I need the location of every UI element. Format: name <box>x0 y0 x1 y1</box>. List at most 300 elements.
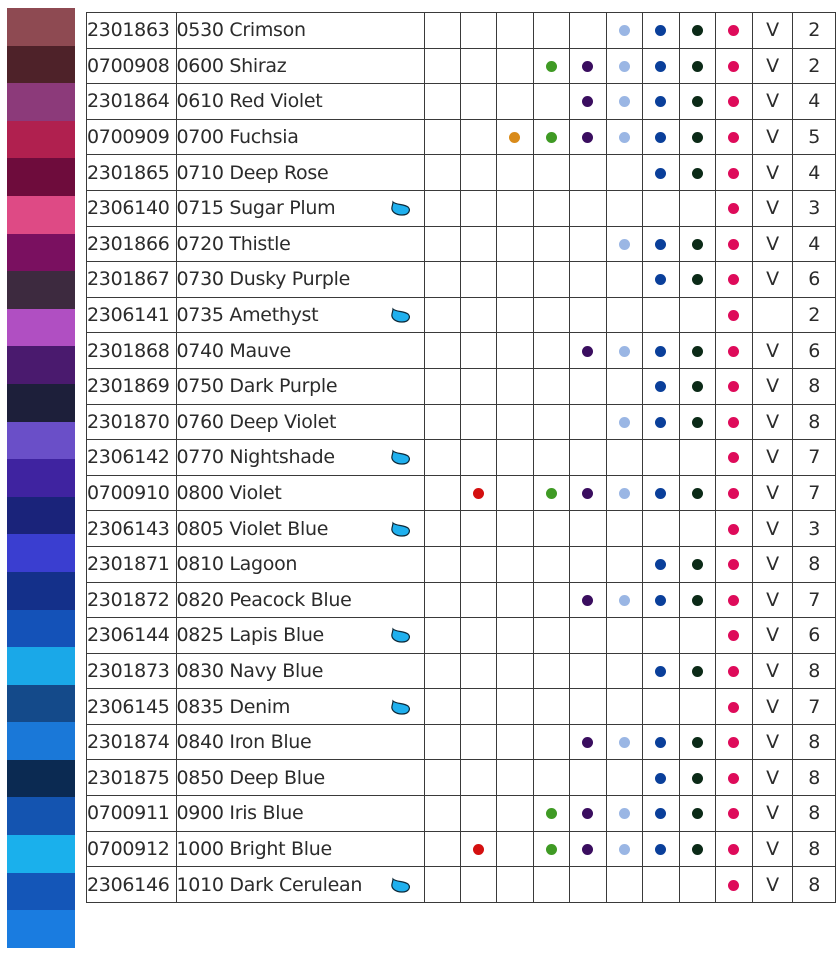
color-name <box>176 618 424 654</box>
color-dot-icon <box>692 808 703 819</box>
dot-cell-lightblue <box>606 155 643 191</box>
color-swatch <box>7 572 75 610</box>
dot-cell-lightblue <box>606 404 643 440</box>
color-dot-icon <box>692 346 703 357</box>
table-row <box>87 48 836 84</box>
rating-number: 8 <box>793 546 836 582</box>
dot-cell-lightblue <box>606 653 643 689</box>
dot-cell-pink <box>716 262 753 298</box>
color-dot-icon <box>728 132 739 143</box>
dot-cell-pink <box>716 511 753 547</box>
color-name <box>176 582 424 618</box>
table-row <box>87 618 836 654</box>
dot-cell-c1 <box>424 155 460 191</box>
v-mark: V <box>752 689 793 725</box>
dot-cell-pink <box>716 190 753 226</box>
product-code: 2306145 <box>87 689 177 725</box>
dot-cell-pink <box>716 404 753 440</box>
v-mark: V <box>752 84 793 120</box>
dot-cell-lightblue <box>606 831 643 867</box>
color-name-label: 0830 Navy Blue <box>176 659 324 682</box>
dot-cell-orange <box>497 333 534 369</box>
dot-cell-green <box>533 689 570 725</box>
product-code: 2301873 <box>87 653 177 689</box>
dot-cell-pink <box>716 582 753 618</box>
dot-cell-purple <box>570 760 607 796</box>
water-drop-icon <box>390 200 412 216</box>
dot-cell-c1 <box>424 190 460 226</box>
dot-cell-darkgreen <box>679 618 716 654</box>
dot-cell-c1 <box>424 653 460 689</box>
dot-cell-lightblue <box>606 440 643 476</box>
color-name <box>176 190 424 226</box>
dot-cell-blue <box>643 297 680 333</box>
dot-cell-orange <box>497 618 534 654</box>
color-dot-icon <box>692 488 703 499</box>
dot-cell-red <box>460 155 497 191</box>
v-mark <box>752 297 793 333</box>
dot-cell-green <box>533 333 570 369</box>
v-mark: V <box>752 262 793 298</box>
product-code: 2301872 <box>87 582 177 618</box>
dot-cell-green <box>533 262 570 298</box>
color-name <box>176 440 424 476</box>
dot-cell-red <box>460 440 497 476</box>
dot-cell-c1 <box>424 867 460 903</box>
product-code: 2301863 <box>87 13 177 49</box>
color-name-label: 0835 Denim <box>176 695 291 718</box>
dot-cell-green <box>533 190 570 226</box>
table-row <box>87 689 836 725</box>
product-code: 0700912 <box>87 831 177 867</box>
dot-cell-lightblue <box>606 796 643 832</box>
dot-cell-orange <box>497 760 534 796</box>
color-name <box>176 867 424 903</box>
dot-cell-blue <box>643 689 680 725</box>
rating-number: 8 <box>793 653 836 689</box>
color-name <box>176 475 424 511</box>
dot-cell-c1 <box>424 226 460 262</box>
table-row <box>87 511 836 547</box>
water-drop-icon <box>390 449 412 465</box>
dot-cell-blue <box>643 404 680 440</box>
dot-cell-purple <box>570 831 607 867</box>
product-code: 2301868 <box>87 333 177 369</box>
color-name-label: 0850 Deep Blue <box>176 766 325 789</box>
color-name-label: 0900 Iris Blue <box>176 802 304 825</box>
rating-number: 2 <box>793 13 836 49</box>
color-dot-icon <box>546 808 557 819</box>
table-row <box>87 13 836 49</box>
color-name <box>176 368 424 404</box>
dot-cell-darkgreen <box>679 582 716 618</box>
dot-cell-blue <box>643 546 680 582</box>
dot-cell-green <box>533 155 570 191</box>
product-code: 2306140 <box>87 190 177 226</box>
dot-cell-purple <box>570 262 607 298</box>
color-dot-icon <box>509 132 520 143</box>
table-row <box>87 226 836 262</box>
dot-cell-pink <box>716 13 753 49</box>
dot-cell-blue <box>643 724 680 760</box>
product-code: 0700910 <box>87 475 177 511</box>
dot-cell-pink <box>716 155 753 191</box>
color-dot-icon <box>728 239 739 250</box>
dot-cell-pink <box>716 867 753 903</box>
color-dot-icon <box>728 417 739 428</box>
dot-cell-red <box>460 119 497 155</box>
dot-cell-c1 <box>424 297 460 333</box>
dot-cell-blue <box>643 333 680 369</box>
table-row <box>87 440 836 476</box>
product-code: 0700911 <box>87 796 177 832</box>
color-chart-table <box>86 12 836 903</box>
dot-cell-pink <box>716 84 753 120</box>
color-dot-icon <box>728 559 739 570</box>
color-swatch <box>7 158 75 196</box>
color-dot-icon <box>582 595 593 606</box>
table-row <box>87 582 836 618</box>
dot-cell-purple <box>570 796 607 832</box>
rating-number: 7 <box>793 689 836 725</box>
dot-cell-blue <box>643 796 680 832</box>
dot-cell-darkgreen <box>679 368 716 404</box>
dot-cell-green <box>533 368 570 404</box>
color-dot-icon <box>619 737 630 748</box>
dot-cell-darkgreen <box>679 796 716 832</box>
dot-cell-blue <box>643 119 680 155</box>
dot-cell-c1 <box>424 475 460 511</box>
v-mark: V <box>752 190 793 226</box>
color-dot-icon <box>655 808 666 819</box>
color-swatch <box>7 722 75 760</box>
color-name-label: 0800 Violet <box>176 482 282 505</box>
color-name <box>176 404 424 440</box>
dot-cell-pink <box>716 796 753 832</box>
color-dot-icon <box>655 559 666 570</box>
color-name <box>176 84 424 120</box>
product-code: 0700908 <box>87 48 177 84</box>
color-dot-icon <box>619 844 630 855</box>
color-dot-icon <box>655 25 666 36</box>
product-code: 2301871 <box>87 546 177 582</box>
v-mark: V <box>752 653 793 689</box>
dot-cell-red <box>460 226 497 262</box>
dot-cell-pink <box>716 475 753 511</box>
color-swatch <box>7 234 75 272</box>
dot-cell-purple <box>570 475 607 511</box>
color-name-label: 1000 Bright Blue <box>176 837 332 860</box>
color-name-label: 0530 Crimson <box>176 19 306 42</box>
product-code: 2301875 <box>87 760 177 796</box>
color-swatch <box>7 83 75 121</box>
dot-cell-purple <box>570 440 607 476</box>
color-dot-icon <box>692 132 703 143</box>
dot-cell-orange <box>497 155 534 191</box>
color-swatch <box>7 835 75 873</box>
dot-cell-pink <box>716 760 753 796</box>
product-code: 2301866 <box>87 226 177 262</box>
dot-cell-c1 <box>424 760 460 796</box>
color-name <box>176 226 424 262</box>
dot-cell-darkgreen <box>679 48 716 84</box>
color-dot-icon <box>582 346 593 357</box>
dot-cell-c1 <box>424 724 460 760</box>
color-dot-icon <box>655 96 666 107</box>
dot-cell-lightblue <box>606 867 643 903</box>
color-dot-icon <box>728 96 739 107</box>
table-row <box>87 724 836 760</box>
rating-number: 3 <box>793 190 836 226</box>
product-code: 2301874 <box>87 724 177 760</box>
color-dot-icon <box>655 61 666 72</box>
color-name <box>176 511 424 547</box>
dot-cell-darkgreen <box>679 653 716 689</box>
color-swatch <box>7 309 75 347</box>
color-dot-icon <box>546 61 557 72</box>
color-name-label: 0730 Dusky Purple <box>176 268 350 291</box>
color-name-label: 0700 Fuchsia <box>176 126 299 149</box>
v-mark: V <box>752 48 793 84</box>
dot-cell-purple <box>570 618 607 654</box>
dot-cell-blue <box>643 368 680 404</box>
dot-cell-red <box>460 724 497 760</box>
dot-cell-c1 <box>424 368 460 404</box>
color-dot-icon <box>619 488 630 499</box>
v-mark: V <box>752 368 793 404</box>
color-dot-icon <box>582 96 593 107</box>
v-mark: V <box>752 546 793 582</box>
table-row <box>87 831 836 867</box>
dot-cell-darkgreen <box>679 724 716 760</box>
dot-cell-red <box>460 368 497 404</box>
v-mark: V <box>752 226 793 262</box>
color-name <box>176 653 424 689</box>
dot-cell-blue <box>643 653 680 689</box>
dot-cell-green <box>533 511 570 547</box>
color-dot-icon <box>655 168 666 179</box>
color-swatch <box>7 797 75 835</box>
rating-number: 8 <box>793 724 836 760</box>
dot-cell-purple <box>570 368 607 404</box>
color-swatch <box>7 534 75 572</box>
dot-cell-green <box>533 440 570 476</box>
color-dot-icon <box>692 25 703 36</box>
dot-cell-purple <box>570 867 607 903</box>
color-dot-icon <box>728 630 739 641</box>
dot-cell-c1 <box>424 831 460 867</box>
dot-cell-purple <box>570 546 607 582</box>
table-row <box>87 760 836 796</box>
dot-cell-pink <box>716 48 753 84</box>
color-dot-icon <box>692 559 703 570</box>
dot-cell-purple <box>570 582 607 618</box>
rating-number: 2 <box>793 297 836 333</box>
dot-cell-lightblue <box>606 368 643 404</box>
dot-cell-red <box>460 262 497 298</box>
color-dot-icon <box>582 844 593 855</box>
dot-cell-orange <box>497 262 534 298</box>
v-mark: V <box>752 582 793 618</box>
dot-cell-darkgreen <box>679 511 716 547</box>
color-swatch <box>7 459 75 497</box>
dot-cell-lightblue <box>606 689 643 725</box>
color-dot-icon <box>619 595 630 606</box>
color-dot-icon <box>546 488 557 499</box>
dot-cell-c1 <box>424 404 460 440</box>
color-name-label: 0805 Violet Blue <box>176 517 329 540</box>
dot-cell-c1 <box>424 48 460 84</box>
color-dot-icon <box>619 239 630 250</box>
color-dot-icon <box>728 808 739 819</box>
dot-cell-red <box>460 796 497 832</box>
color-dot-icon <box>473 844 484 855</box>
dot-cell-purple <box>570 13 607 49</box>
rating-number: 8 <box>793 867 836 903</box>
rating-number: 3 <box>793 511 836 547</box>
color-dot-icon <box>692 737 703 748</box>
color-dot-icon <box>582 61 593 72</box>
dot-cell-purple <box>570 119 607 155</box>
dot-cell-orange <box>497 48 534 84</box>
dot-cell-lightblue <box>606 84 643 120</box>
dot-cell-pink <box>716 653 753 689</box>
color-name-label: 0600 Shiraz <box>176 54 287 77</box>
water-drop-icon <box>390 627 412 643</box>
v-mark: V <box>752 760 793 796</box>
dot-cell-darkgreen <box>679 297 716 333</box>
dot-cell-darkgreen <box>679 333 716 369</box>
dot-cell-darkgreen <box>679 226 716 262</box>
dot-cell-blue <box>643 582 680 618</box>
dot-cell-darkgreen <box>679 155 716 191</box>
color-dot-icon <box>728 168 739 179</box>
product-code: 2301867 <box>87 262 177 298</box>
dot-cell-darkgreen <box>679 760 716 796</box>
dot-cell-lightblue <box>606 475 643 511</box>
color-swatch <box>7 346 75 384</box>
dot-cell-c1 <box>424 262 460 298</box>
dot-cell-purple <box>570 226 607 262</box>
dot-cell-lightblue <box>606 262 643 298</box>
dot-cell-green <box>533 653 570 689</box>
dot-cell-green <box>533 724 570 760</box>
dot-cell-blue <box>643 760 680 796</box>
table-row <box>87 84 836 120</box>
color-dot-icon <box>582 808 593 819</box>
v-mark: V <box>752 618 793 654</box>
color-swatch <box>7 46 75 84</box>
dot-cell-blue <box>643 226 680 262</box>
dot-cell-blue <box>643 867 680 903</box>
v-mark: V <box>752 796 793 832</box>
dot-cell-green <box>533 831 570 867</box>
dot-cell-green <box>533 119 570 155</box>
dot-cell-darkgreen <box>679 546 716 582</box>
v-mark: V <box>752 333 793 369</box>
dot-cell-blue <box>643 618 680 654</box>
color-dot-icon <box>728 274 739 285</box>
color-name <box>176 333 424 369</box>
dot-cell-orange <box>497 867 534 903</box>
color-swatch <box>7 647 75 685</box>
rating-number: 4 <box>793 155 836 191</box>
color-name <box>176 13 424 49</box>
dot-cell-orange <box>497 653 534 689</box>
color-swatch <box>7 610 75 648</box>
dot-cell-darkgreen <box>679 13 716 49</box>
color-dot-icon <box>655 488 666 499</box>
dot-cell-purple <box>570 724 607 760</box>
dot-cell-darkgreen <box>679 689 716 725</box>
dot-cell-green <box>533 546 570 582</box>
rating-number: 4 <box>793 84 836 120</box>
color-name-label: 1010 Dark Cerulean <box>176 873 363 896</box>
color-name <box>176 297 424 333</box>
dot-cell-c1 <box>424 618 460 654</box>
rating-number: 6 <box>793 333 836 369</box>
product-code: 2301869 <box>87 368 177 404</box>
dot-cell-pink <box>716 689 753 725</box>
color-dot-icon <box>655 844 666 855</box>
color-name <box>176 262 424 298</box>
color-name-label: 0770 Nightshade <box>176 446 335 469</box>
color-swatch <box>7 384 75 422</box>
dot-cell-c1 <box>424 119 460 155</box>
dot-cell-green <box>533 796 570 832</box>
color-dot-icon <box>582 488 593 499</box>
rating-number: 6 <box>793 262 836 298</box>
dot-cell-orange <box>497 440 534 476</box>
color-name <box>176 155 424 191</box>
color-dot-icon <box>728 880 739 891</box>
v-mark: V <box>752 13 793 49</box>
table-row <box>87 368 836 404</box>
dot-cell-lightblue <box>606 48 643 84</box>
product-code: 2301865 <box>87 155 177 191</box>
color-swatch <box>7 121 75 159</box>
dot-cell-blue <box>643 155 680 191</box>
color-name-label: 0715 Sugar Plum <box>176 197 336 220</box>
table-row <box>87 155 836 191</box>
dot-cell-blue <box>643 475 680 511</box>
color-dot-icon <box>473 488 484 499</box>
dot-cell-darkgreen <box>679 262 716 298</box>
color-dot-icon <box>655 595 666 606</box>
color-name <box>176 546 424 582</box>
color-dot-icon <box>692 773 703 784</box>
dot-cell-purple <box>570 48 607 84</box>
dot-cell-green <box>533 404 570 440</box>
dot-cell-green <box>533 475 570 511</box>
dot-cell-red <box>460 475 497 511</box>
v-mark: V <box>752 511 793 547</box>
dot-cell-green <box>533 84 570 120</box>
color-dot-icon <box>692 381 703 392</box>
dot-cell-red <box>460 582 497 618</box>
color-dot-icon <box>655 666 666 677</box>
table-row <box>87 297 836 333</box>
dot-cell-red <box>460 511 497 547</box>
color-dot-icon <box>692 168 703 179</box>
color-dot-icon <box>655 239 666 250</box>
v-mark: V <box>752 724 793 760</box>
dot-cell-purple <box>570 689 607 725</box>
dot-cell-red <box>460 333 497 369</box>
dot-cell-purple <box>570 190 607 226</box>
dot-cell-blue <box>643 511 680 547</box>
table-row <box>87 796 836 832</box>
